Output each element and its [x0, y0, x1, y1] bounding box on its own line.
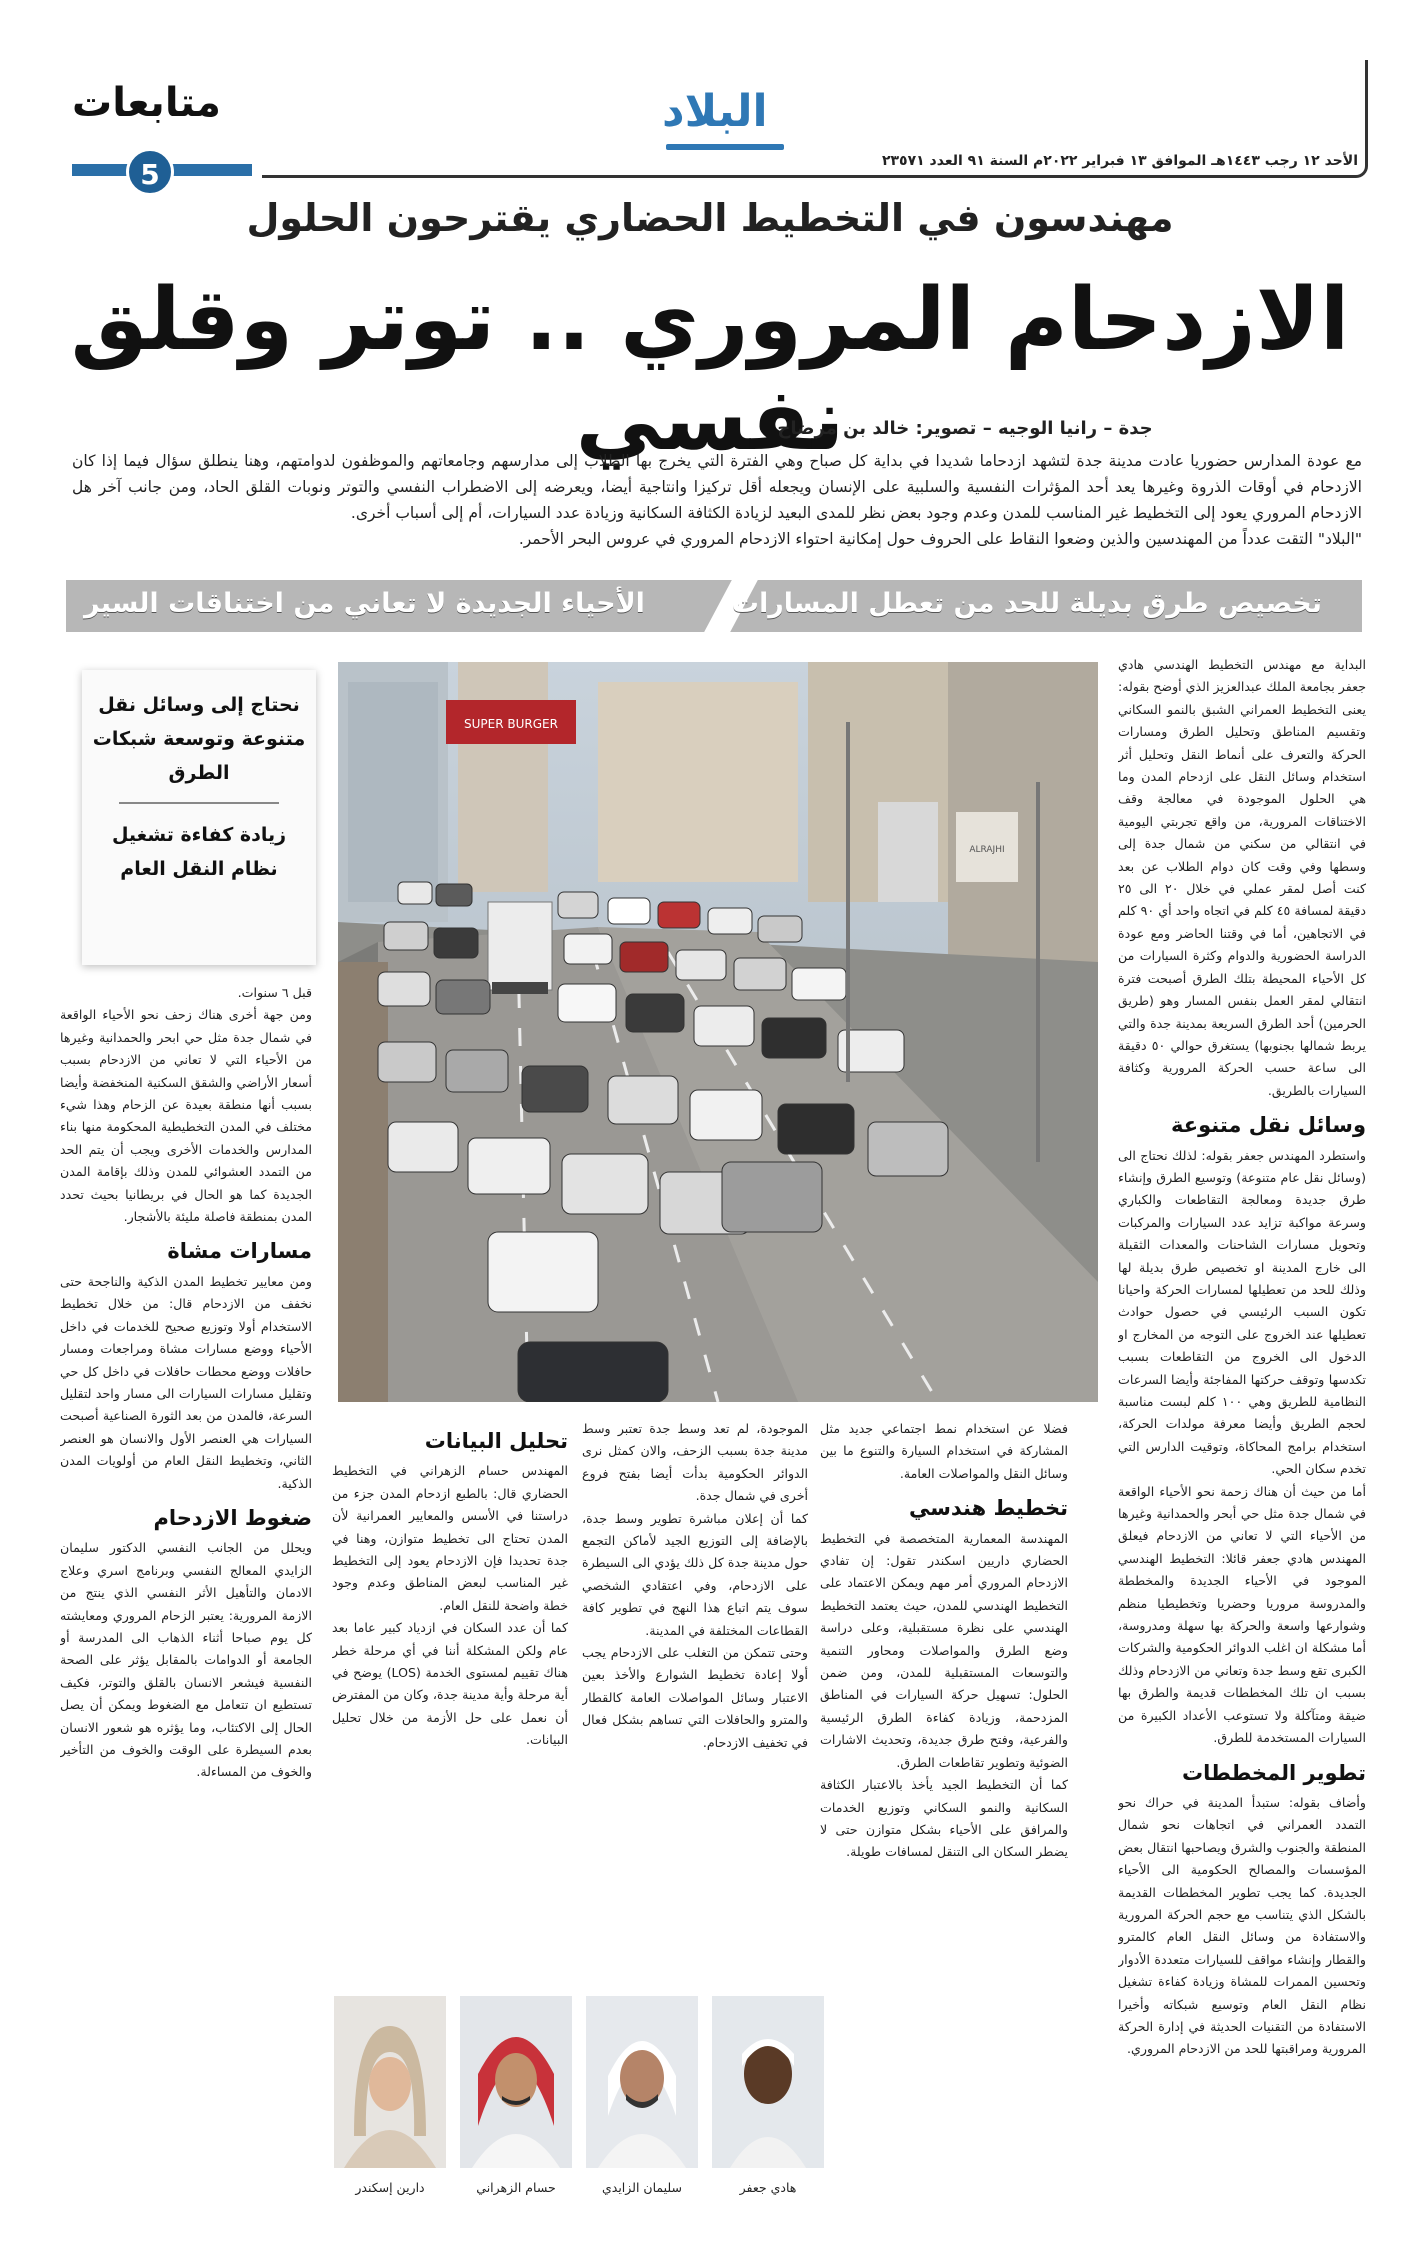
article-column-bottom-1: [820, 1418, 1068, 2218]
portrait-photo: [334, 1996, 446, 2168]
body-paragraph: فضلا عن استخدام نمط اجتماعي جديد مثل المشاركة في استخدام السيارة والتنوع ما بين وسائل النقل والمواصلات العامة.: [820, 1421, 1068, 1481]
portrait: [460, 1996, 572, 2210]
masthead: [72, 60, 1368, 191]
section-subheading: تحليل البيانات: [424, 1429, 568, 1453]
traffic-photo: [338, 662, 1098, 1402]
portrait-caption: دارين إسكندر: [355, 2180, 425, 2195]
body-paragraph: كما أن إعلان مباشرة تطوير وسط جدة، بالإضافة إلى التوزيع الجيد لأماكن التجمع حول مدينة جدة كل ذلك يؤدي الى السيطرة على الازدحام، وفي اعتقادي الشخصي سوف يتم اتباع هذا النهج في تطوير كافة القطاعات المختلفة في المدينة.: [582, 1510, 808, 1638]
portrait-row: [332, 1996, 824, 2210]
portrait: [712, 1996, 824, 2210]
body-paragraph: واستطرد المهندس جعفر بقوله: لذلك نحتاج الى (وسائل نقل عام متنوعة) وتوسيع الطرق وإنشاء طرق جديدة ومعالجة التقاطعات والكباري وسرعة مواكبة تزايد عدد السيارات والمركبات وتحويل مسارات الشاحنات والمعدات الثقيلة الى خارج المدينة او تخصيص طرق بديلة لها وذلك للحد من تعطيلها لمسارات الحركة واحيانا تكون السبب الرئيسي في حصول حوادث تعطيلها عند الخروج على التوجه من المخارج او الدخول الى الخروج من التقاطعات بسبب تكدسها وتوقف حركتها المفاجئة وأيضا السرعات النظامية للطريق وهي ١٠٠ كلم لبست مناسبة لحجم الطريق وأيضا معرفة مولدات الحركة، استخدام برامج المحاكاة، وتوقيت الدارس التي تخدم سكان الحي.: [1118, 1147, 1366, 1477]
section-subheading: تطوير المخططات: [1182, 1760, 1366, 1785]
section-subheading: تخطيط هندسي: [908, 1496, 1068, 1521]
body-paragraph: كما أن عدد السكان في ازدياد كبير عاما بعد عام ولكن المشكلة أننا في أي مرحلة خطر هناك تقييم لمستوى الخدمة (LOS) يوضح في أية مرحلة وأية مدينة جدة، وكان من المفترض أن نعمل على حل الأزمة من خلال تحليل البيانات.: [332, 1620, 568, 1748]
subheadline-banner: [66, 580, 1362, 632]
logo-underline: [666, 144, 784, 150]
main-headline: الازدحام المروري .. توتر وقلق نفسي: [70, 270, 1350, 470]
page-number: 5: [126, 148, 174, 196]
article-column-bottom-2: [582, 1418, 808, 1868]
portrait-caption: حسام الزهراني: [476, 2180, 556, 2195]
article-column-right: [1118, 654, 1366, 2214]
intro-paragraph: مع عودة المدارس حضوريا عادت مدينة جدة لتشهد ازدحاما شديدا في بداية كل صباح وهي الفترة التي يخرج بها الطلاب إلى مدارسهم وجامعاتهم والموظفون لدوامتهم، وهنا ينطلق سؤال فيما إذا كان الازدحام في أوقات الذروة وغيرها يعد أحد المؤثرات النفسية والسلبية على الإنسان ويجعله أقل تركيزا وانتاجية أيضا، ويعرضه إلى الاضطراب النفسي والتوتر ونوبات القلق الحاد، ومن جانب آخر هل الازدحام المروري يعود إلى التخطيط غير المناسب للمدن وعدم وجود بعض نظر للمدى البعيد لزيادة الكثافة السكانية وزيادة عدد السيارات، أم إلى أسباب أخرى.: [72, 452, 1362, 522]
portrait-caption: سليمان الزايدي: [601, 2180, 683, 2195]
section-subheading: مسارات مشاة: [167, 1239, 312, 1264]
body-paragraph: ومن معايير تخطيط المدن الذكية والناجحة حتى نخفف من الازدحام قال: من خلال تخطيط الاستخدام أولا وتوزيع صحيح للخدمات في داخل الأحياء ووضع مسارات مشاة ومراجعات ومسار حافلات ووضع محطات حافلات في داخل كل حي وتقليل مسارات السيارات الى مسار واحد لتقليل السرعة، فالمدن من بعد الثورة الصناعية أصبحت السيارات هي العنصر الأول والانسان هو العنصر الثاني، وتخطيط النقل العام من أولويات المدن الذكية.: [60, 1273, 312, 1491]
body-paragraph: ويحلل من الجانب النفسي الدكتور سليمان الزايدي المعالج النفسي وبرنامج اسري وعلاج الادمان والتأهيل الأثر النفسي الذي ينتج من الازمة المرورية: يعتبر الزحام المروري ومعايشته كل يوم صباحا أثناء الذهاب الى المدرسة أو الجامعة أو الدوامات بالمقابل يؤثر على الصحة النفسية فيشعر الانسان بالقلق والتوتر، فكيف تستطيع ان تتعامل مع الضغوط ويمكن أن يصل الحال إلى الاكتئاب، وما يؤثره هو شعور الانسان بعدم السيطرة على الوقت والخوف من التأخير والخوف من المساءلة.: [60, 1540, 312, 1780]
section-subheading: ضغوط الازدحام: [153, 1505, 312, 1530]
body-paragraph: وأضاف بقوله: ستبدأ المدينة في حراك نحو التمدد العمراني في اتجاهات نحو شمال المنطقة والجنوب والشرق ويصاحبها انتقال بعض المؤسسات والمصالح الحكومية الى الأحياء الجديدة. كما يجب تطوير المخططات القديمة بالشكل الذي يتناسب مع حجم الحركة المرورية والاستفادة من وسائل النقل العام كالمترو والقطار وإنشاء مواقف للسيارات متعددة الأدوار وتحسين الممرات للمشاة وزيادة كفاءة تشغيل نظام النقل العام وتوسيع شبكاته وأخيرا الاستفادة من التقنيات الحديثة في إدارة الحركة المرورية ومراقبتها للحد من الازدحام المروري.: [1118, 1794, 1366, 2057]
person-icon: [586, 1996, 698, 2168]
pull-quote: نحتاج إلى وسائل نقل متنوعة وتوسعة شبكات الطرق: [92, 694, 306, 784]
portrait: [586, 1996, 698, 2210]
intro-paragraph: "البلاد" التقت عدداً من المهندسين والذين وضعوا النقاط على الحروف حول إمكانية احتواء الازدحام المروري في عروس البحر الأحمر.: [518, 530, 1362, 548]
pull-quote-box: [82, 670, 316, 965]
body-paragraph: البداية مع مهندس التخطيط الهندسي هادي جعفر بجامعة الملك عبدالعزيز الذي أوضح بقوله: يعنى التخطيط العمراني الشبق بالنمو السكاني وتقسيم المناطق وتحليل الطرق ومسارات الحركة والتعرف على أنماط النقل وتحليل أثر استخدام وسائل النقل على ازدحام المدن وما هي الحلول الموجودة في معالجة وقف الاختناقات المرورية، من واقع تجربتي اليومية في انتقالي من سكني من شمال جدة إلى وسطها وفي وقت كان دوام الطلاب عن بعد كنت أصل لمقر عملي في خلال ٢٠ الى ٢٥ دقيقة لمسافة ٤٥ كلم في اتجاه واحد أي ٩٠ كلم في الاتجاهين، أما في وقتنا الحاضر ومع عودة الدراسة الحضورية والدوام وكثرة السيارات من كل الأحياء المحيطة بتلك الطرق أصبحت فترة انتقالي لمقر العمل بنفس المسار وهو (طريق الحرمين) أحد الطرق السريعة بمدينة جدة والتي يربط شمالها بجنوبها) يستغرق حوالي ٥٠ دقيقة الى ساعة حسب الحركة المرورية وكثافة السيارات بالطريق.: [1118, 657, 1366, 1098]
person-icon: [460, 1996, 572, 2168]
kicker-headline: مهندسون في التخطيط الحضاري يقترحون الحلول: [246, 196, 1174, 240]
article-intro: [72, 448, 1362, 552]
traffic-jam-illustration: [338, 662, 1098, 1402]
person-icon: [334, 1996, 446, 2168]
body-paragraph: وحتى تتمكن من التغلب على الازدحام يجب أولا إعادة تخطيط الشوارع والأخذ بعين الاعتبار وسائل المواصلات العامة كالقطار والمترو والحافلات التي تساهم بشكل فعال في تخفيف الازدحام.: [582, 1645, 808, 1750]
body-paragraph: المهندسة المعمارية المتخصصة في التخطيط الحضاري داريين اسكندر تقول: إن تفادي الازدحام المروري أمر مهم ويمكن الاعتماد على التخطيط الهندسي للمدن، حيث يعتمد التخطيط الهندسي على نظرة مستقبلية، وعلى دراسة وضع الطرق والمواصلات ومحاور التنمية والتوسعات المستقبلية للمدن، ومن ضمن الحلول: تسهيل حركة السيارات في المناطق المزدحمة، وزيادة كفاءة الطرق الرئيسية والفرعية، وفتح طرق جديدة، وتحديث الاشارات الضوئية وتطوير تقاطعات الطرق.: [820, 1530, 1068, 1770]
logo-text: البلاد: [662, 86, 768, 137]
pull-quote: زيادة كفاءة تشغيل نظام النقل العام: [111, 824, 287, 880]
portrait-caption: هادي جعفر: [739, 2180, 797, 2195]
billboard-text: SUPER BURGER: [464, 717, 558, 731]
pull-quote-divider: [119, 802, 279, 804]
person-icon: [712, 1996, 824, 2168]
roadside-sign-text: ALRAJHI: [969, 845, 1005, 855]
section-subheading: وسائل نقل متنوعة: [1171, 1113, 1366, 1138]
body-paragraph: الموجودة، لم تعد وسط جدة تعتبر وسط مدينة جدة بسبب الزحف، والان كمثل نرى الدوائر الحكومية بدأت أيضا بفتح فروع أخرى في شمال جدة.: [582, 1421, 808, 1504]
portrait-photo: [712, 1996, 824, 2168]
portrait-photo: [586, 1996, 698, 2168]
portrait-photo: [460, 1996, 572, 2168]
body-paragraph: ومن جهة أخرى هناك زحف نحو الأحياء الواقعة في شمال جدة مثل حي ابحر والحمدانية وغيرها من الأحياء التي لا تعاني من الازدحام بسبب أسعار الأراضي والشقق السكنية المنخفضة وأيضا بسبب أنها منطقة بعيدة عن الزحام وهذا شيء مختلف في المدن التخطيطية المحكومة منها بناء المدارس والخدمات الأخرى ويجب أن يتم الحد من التمدد العشوائي للمدن وذلك بإقامة المدن الجديدة كما هو الحال في بريطانيا بحيث تحدد المدن بمنطقة فاصلة مليئة بالأشجار.: [60, 1007, 312, 1225]
issue-dateline: الأحد ١٢ رجب ١٤٤٣هـ الموافق ١٣ فبراير ٢٠٢٢م السنة ٩١ العدد ٢٣٥٧١: [881, 153, 1358, 169]
portrait: [334, 1996, 446, 2210]
section-label: متابعات: [72, 80, 221, 126]
body-paragraph: المهندس حسام الزهراني في التخطيط الحضاري قال: بالطبع ازدحام المدن جزء من دراستنا في الأسس والمعايير العمرانية لأن المدن تحتاج الى تخطيط متوازن، وهنا في جدة تحديدا فإن الازدحام يعود إلى التخطيط غير المناسب لبعض المناطق وعدم وجود خطة واضحة للنقل العام.: [332, 1463, 568, 1613]
article-column-bottom-3: [332, 1418, 568, 1868]
newspaper-logo: [662, 86, 768, 137]
body-paragraph: أما من حيث أن هناك زحمة نحو الأحياء الواقعة في شمال جدة مثل حي أبحر والحمدانية وغيرها من الأحياء التي لا تعاني من الازدحام فيعلق المهندس هادي جعفر قائلا: التخطيط الهندسي الموجود في الأحياء الجديدة والمخططة والمدروسة مروريا وحضريا وتخطيطيا منظم وشوارعها واسعة والحركة بها سهلة ومدروسة، أما مشكلة ان اغلب الدوائر الحكومية والشركات الكبرى تقع وسط جدة وتعاني من الازدحام وذلك بسبب ان تلك المخططات قديمة والطرق بها ضيقة ومتآكلة ولا تستوعب الأعداد الكبيرة من السيارات المستخدمة للطرق.: [1118, 1483, 1366, 1746]
article-column-left: [60, 982, 312, 2214]
body-paragraph: كما أن التخطيط الجيد يأخذ بالاعتبار الكثافة السكانية والنمو السكاني وتوزيع الخدمات والمرافق على الأحياء بشكل متوازن حتى لا يضطر السكان الى التنقل لمسافات طويلة.: [820, 1777, 1068, 1860]
banner-subheadline-right: تخصيص طرق بديلة للحد من تعطل المسارات: [731, 588, 1322, 619]
byline: جدة – رانيا الوجيه – تصوير: خالد بن مرضاح: [777, 418, 1153, 439]
banner-subheadline-left: الأحياء الجديدة لا تعاني من اختناقات السير: [84, 588, 645, 619]
body-paragraph: قبل ٦ سنوات.: [237, 985, 312, 1000]
